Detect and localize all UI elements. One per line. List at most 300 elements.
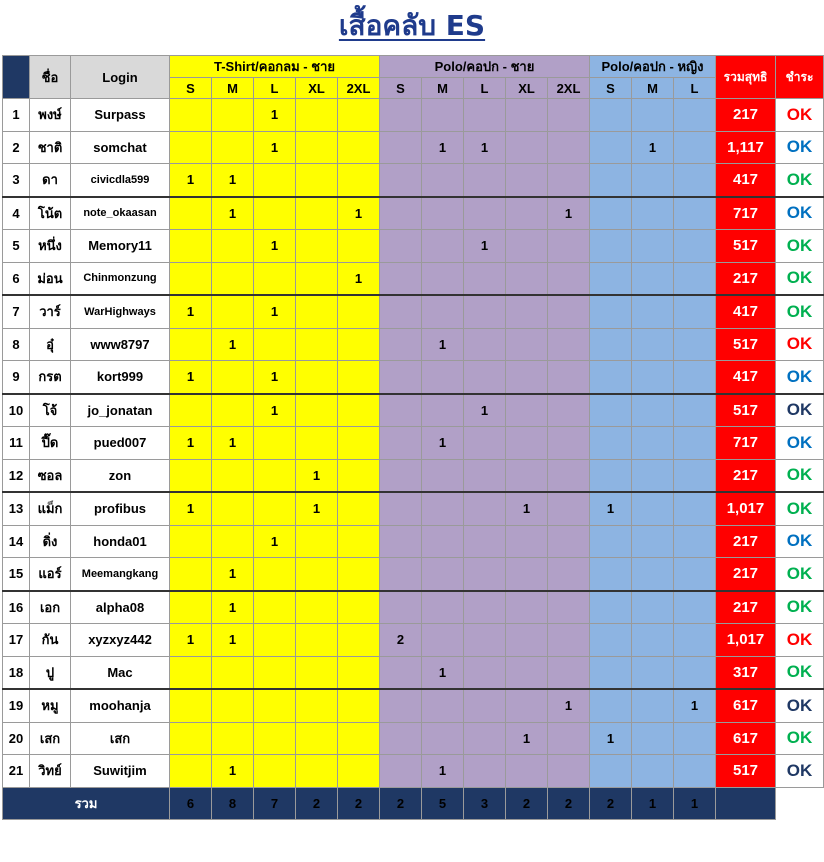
member-name: ปู <box>30 656 71 689</box>
polo-men-xl-qty: 1 <box>506 722 548 755</box>
tshirt-xl-qty <box>296 164 338 197</box>
polo-women-s-qty <box>590 755 632 788</box>
member-name: พงษ์ <box>30 99 71 132</box>
member-name: ดิ่ง <box>30 525 71 558</box>
total-polo-women-s: 2 <box>590 787 632 819</box>
polo-men-l-qty: 1 <box>464 230 506 263</box>
polo-women-m-qty <box>632 591 674 624</box>
polo-women-m-qty <box>632 656 674 689</box>
polo-women-l-qty <box>674 427 716 460</box>
order-table <box>2 55 824 820</box>
polo-men-xl-qty <box>506 689 548 722</box>
polo-men-s-qty <box>380 131 422 164</box>
polo-men-xl-qty <box>506 230 548 263</box>
member-name: วิทย์ <box>30 755 71 788</box>
member-login: Meemangkang <box>71 558 170 591</box>
tshirt-2xl-qty <box>338 558 380 591</box>
member-login: profibus <box>71 492 170 525</box>
polo-men-2xl-qty <box>548 394 590 427</box>
tshirt-s-qty <box>170 99 212 132</box>
tshirt-m-qty: 1 <box>212 591 254 624</box>
polo-men-2xl-qty <box>548 230 590 263</box>
polo-women-m-qty <box>632 492 674 525</box>
tshirt-m-qty <box>212 492 254 525</box>
polo-men-l-qty: 1 <box>464 394 506 427</box>
header-login: Login <box>71 56 170 99</box>
row-total: 217 <box>716 525 776 558</box>
polo-men-2xl-qty <box>548 164 590 197</box>
tshirt-l-qty <box>254 328 296 361</box>
polo-women-s-qty <box>590 394 632 427</box>
member-name: แม็ก <box>30 492 71 525</box>
tshirt-xl-qty <box>296 197 338 230</box>
tshirt-2xl-qty <box>338 624 380 657</box>
polo-men-l-qty <box>464 656 506 689</box>
total-pay-blank <box>776 787 824 819</box>
polo-men-l-qty <box>464 755 506 788</box>
tshirt-m-qty <box>212 722 254 755</box>
header-index-cell <box>3 56 30 99</box>
polo-women-s-qty <box>590 164 632 197</box>
total-sum-blank <box>716 787 776 819</box>
payment-status: OK <box>776 230 824 263</box>
tshirt-2xl-qty <box>338 525 380 558</box>
row-total: 417 <box>716 295 776 328</box>
polo-men-xl-qty <box>506 262 548 295</box>
table-row <box>3 722 824 755</box>
polo-men-s-qty <box>380 295 422 328</box>
polo-women-s-qty <box>590 230 632 263</box>
tshirt-2xl-qty <box>338 361 380 394</box>
member-login: somchat <box>71 131 170 164</box>
table-row <box>3 262 824 295</box>
polo-women-l-qty <box>674 361 716 394</box>
polo-women-s-qty <box>590 525 632 558</box>
polo-men-l-qty <box>464 295 506 328</box>
polo-men-xl-qty <box>506 459 548 492</box>
payment-status: OK <box>776 262 824 295</box>
polo-men-l-qty <box>464 492 506 525</box>
row-total: 317 <box>716 656 776 689</box>
row-number: 11 <box>3 427 30 460</box>
tshirt-m-qty: 1 <box>212 427 254 460</box>
header-total: รวมสุทธิ <box>716 56 776 99</box>
member-login: civicdla599 <box>71 164 170 197</box>
polo-men-s-qty <box>380 427 422 460</box>
tshirt-xl-qty <box>296 230 338 263</box>
tshirt-xl-qty <box>296 427 338 460</box>
polo-men-xl-qty <box>506 558 548 591</box>
tshirt-m-qty: 1 <box>212 558 254 591</box>
tshirt-xl-qty <box>296 295 338 328</box>
polo-women-s-qty <box>590 361 632 394</box>
tshirt-xl-qty <box>296 394 338 427</box>
row-number: 15 <box>3 558 30 591</box>
row-total: 217 <box>716 558 776 591</box>
member-name: หนึ่ง <box>30 230 71 263</box>
tshirt-2xl-qty <box>338 394 380 427</box>
polo-men-xl-qty <box>506 656 548 689</box>
polo-women-m-qty <box>632 262 674 295</box>
size-header-tshirt-2xl: 2XL <box>338 78 380 99</box>
tshirt-m-qty: 1 <box>212 328 254 361</box>
tshirt-s-qty: 1 <box>170 295 212 328</box>
polo-men-m-qty: 1 <box>422 328 464 361</box>
tshirt-s-qty: 1 <box>170 427 212 460</box>
tshirt-s-qty <box>170 328 212 361</box>
payment-status: OK <box>776 295 824 328</box>
member-name: ชาติ <box>30 131 71 164</box>
size-header-polo-men-xl: XL <box>506 78 548 99</box>
payment-status: OK <box>776 459 824 492</box>
total-polo-women-m: 1 <box>632 787 674 819</box>
tshirt-xl-qty <box>296 591 338 624</box>
tshirt-s-qty <box>170 131 212 164</box>
row-number: 8 <box>3 328 30 361</box>
member-name: ซอล <box>30 459 71 492</box>
polo-women-s-qty <box>590 295 632 328</box>
polo-men-m-qty <box>422 295 464 328</box>
tshirt-l-qty: 1 <box>254 525 296 558</box>
polo-men-xl-qty: 1 <box>506 492 548 525</box>
tshirt-xl-qty <box>296 722 338 755</box>
tshirt-l-qty <box>254 591 296 624</box>
polo-men-2xl-qty <box>548 99 590 132</box>
member-login: Mac <box>71 656 170 689</box>
size-header-tshirt-l: L <box>254 78 296 99</box>
table-row <box>3 525 824 558</box>
polo-men-s-qty <box>380 197 422 230</box>
tshirt-l-qty: 1 <box>254 361 296 394</box>
polo-women-s-qty <box>590 262 632 295</box>
payment-status: OK <box>776 624 824 657</box>
table-row <box>3 427 824 460</box>
polo-men-l-qty <box>464 361 506 394</box>
table-row <box>3 624 824 657</box>
member-login: Chinmonzung <box>71 262 170 295</box>
tshirt-m-qty <box>212 295 254 328</box>
tshirt-2xl-qty <box>338 131 380 164</box>
tshirt-xl-qty <box>296 656 338 689</box>
member-name: ม่อน <box>30 262 71 295</box>
tshirt-l-qty <box>254 262 296 295</box>
polo-men-xl-qty <box>506 755 548 788</box>
polo-men-xl-qty <box>506 361 548 394</box>
polo-men-2xl-qty <box>548 591 590 624</box>
polo-women-m-qty <box>632 197 674 230</box>
row-total: 1,017 <box>716 624 776 657</box>
polo-women-l-qty <box>674 591 716 624</box>
member-login: www8797 <box>71 328 170 361</box>
tshirt-l-qty <box>254 624 296 657</box>
polo-men-2xl-qty: 1 <box>548 197 590 230</box>
tshirt-xl-qty <box>296 689 338 722</box>
tshirt-l-qty <box>254 689 296 722</box>
tshirt-xl-qty <box>296 99 338 132</box>
tshirt-m-qty <box>212 656 254 689</box>
polo-women-m-qty <box>632 427 674 460</box>
polo-men-l-qty <box>464 262 506 295</box>
payment-status: OK <box>776 656 824 689</box>
tshirt-2xl-qty <box>338 230 380 263</box>
polo-men-m-qty <box>422 197 464 230</box>
polo-men-s-qty: 2 <box>380 624 422 657</box>
polo-women-m-qty <box>632 394 674 427</box>
polo-men-2xl-qty <box>548 262 590 295</box>
row-number: 10 <box>3 394 30 427</box>
polo-men-xl-qty <box>506 591 548 624</box>
tshirt-l-qty <box>254 755 296 788</box>
polo-men-s-qty <box>380 459 422 492</box>
total-polo-men-s: 2 <box>380 787 422 819</box>
polo-men-m-qty: 1 <box>422 755 464 788</box>
tshirt-xl-qty <box>296 525 338 558</box>
polo-men-l-qty <box>464 558 506 591</box>
table-row <box>3 459 824 492</box>
polo-women-s-qty <box>590 459 632 492</box>
polo-men-m-qty <box>422 689 464 722</box>
row-total: 217 <box>716 591 776 624</box>
polo-women-m-qty <box>632 558 674 591</box>
polo-women-m-qty <box>632 295 674 328</box>
size-header-polo-women-l: L <box>674 78 716 99</box>
payment-status: OK <box>776 99 824 132</box>
size-header-tshirt-m: M <box>212 78 254 99</box>
tshirt-m-qty: 1 <box>212 197 254 230</box>
polo-men-2xl-qty <box>548 525 590 558</box>
payment-status: OK <box>776 492 824 525</box>
row-number: 16 <box>3 591 30 624</box>
size-header-polo-men-m: M <box>422 78 464 99</box>
polo-men-l-qty <box>464 459 506 492</box>
payment-status: OK <box>776 427 824 460</box>
polo-men-xl-qty <box>506 164 548 197</box>
tshirt-l-qty: 1 <box>254 295 296 328</box>
payment-status: OK <box>776 755 824 788</box>
row-total: 217 <box>716 459 776 492</box>
member-name: แอร์ <box>30 558 71 591</box>
size-header-polo-men-s: S <box>380 78 422 99</box>
polo-women-l-qty <box>674 230 716 263</box>
header-polo-men-group: Polo/คอปก - ชาย <box>380 56 590 78</box>
tshirt-s-qty <box>170 689 212 722</box>
polo-men-s-qty <box>380 262 422 295</box>
payment-status: OK <box>776 591 824 624</box>
tshirt-s-qty <box>170 722 212 755</box>
tshirt-m-qty: 1 <box>212 624 254 657</box>
table-row <box>3 164 824 197</box>
polo-women-l-qty <box>674 131 716 164</box>
polo-women-m-qty: 1 <box>632 131 674 164</box>
polo-men-s-qty <box>380 394 422 427</box>
polo-men-s-qty <box>380 722 422 755</box>
member-name: โจ้ <box>30 394 71 427</box>
polo-men-2xl-qty <box>548 361 590 394</box>
polo-men-m-qty: 1 <box>422 427 464 460</box>
polo-men-l-qty <box>464 427 506 460</box>
member-login: WarHighways <box>71 295 170 328</box>
table-row <box>3 361 824 394</box>
polo-men-2xl-qty <box>548 131 590 164</box>
polo-women-s-qty <box>590 197 632 230</box>
polo-men-l-qty <box>464 689 506 722</box>
tshirt-l-qty: 1 <box>254 394 296 427</box>
polo-men-l-qty <box>464 624 506 657</box>
table-row <box>3 492 824 525</box>
tshirt-2xl-qty <box>338 755 380 788</box>
polo-women-l-qty <box>674 295 716 328</box>
total-tshirt-m: 8 <box>212 787 254 819</box>
polo-women-s-qty <box>590 427 632 460</box>
tshirt-2xl-qty <box>338 459 380 492</box>
polo-men-m-qty <box>422 394 464 427</box>
order-rows <box>3 99 824 788</box>
polo-men-s-qty <box>380 164 422 197</box>
row-number: 14 <box>3 525 30 558</box>
tshirt-m-qty <box>212 459 254 492</box>
tshirt-2xl-qty <box>338 99 380 132</box>
polo-men-s-qty <box>380 230 422 263</box>
polo-men-xl-qty <box>506 525 548 558</box>
row-total: 517 <box>716 328 776 361</box>
polo-men-s-qty <box>380 525 422 558</box>
polo-women-s-qty <box>590 558 632 591</box>
tshirt-xl-qty <box>296 755 338 788</box>
table-row <box>3 558 824 591</box>
polo-men-2xl-qty <box>548 427 590 460</box>
table-row <box>3 656 824 689</box>
polo-women-l-qty <box>674 492 716 525</box>
header-polo-women-group: Polo/คอปก - หญิง <box>590 56 716 78</box>
tshirt-m-qty <box>212 230 254 263</box>
tshirt-m-qty <box>212 262 254 295</box>
row-number: 2 <box>3 131 30 164</box>
polo-women-m-qty <box>632 230 674 263</box>
row-total: 417 <box>716 361 776 394</box>
member-name: เสก <box>30 722 71 755</box>
row-total: 217 <box>716 99 776 132</box>
polo-men-m-qty: 1 <box>422 656 464 689</box>
tshirt-s-qty <box>170 558 212 591</box>
polo-men-xl-qty <box>506 394 548 427</box>
polo-men-2xl-qty <box>548 459 590 492</box>
polo-men-m-qty <box>422 722 464 755</box>
row-total: 617 <box>716 689 776 722</box>
tshirt-2xl-qty <box>338 164 380 197</box>
polo-women-m-qty <box>632 624 674 657</box>
polo-women-m-qty <box>632 689 674 722</box>
tshirt-l-qty: 1 <box>254 99 296 132</box>
tshirt-s-qty: 1 <box>170 361 212 394</box>
table-row <box>3 131 824 164</box>
payment-status: OK <box>776 131 824 164</box>
payment-status: OK <box>776 722 824 755</box>
member-login: alpha08 <box>71 591 170 624</box>
polo-women-s-qty <box>590 131 632 164</box>
row-total: 617 <box>716 722 776 755</box>
row-total: 417 <box>716 164 776 197</box>
tshirt-s-qty <box>170 230 212 263</box>
member-login: zon <box>71 459 170 492</box>
polo-men-2xl-qty: 1 <box>548 689 590 722</box>
member-login: เสก <box>71 722 170 755</box>
member-name: หมู <box>30 689 71 722</box>
polo-men-m-qty <box>422 624 464 657</box>
size-header-polo-men-2xl: 2XL <box>548 78 590 99</box>
tshirt-2xl-qty <box>338 689 380 722</box>
polo-men-m-qty <box>422 99 464 132</box>
member-login: Surpass <box>71 99 170 132</box>
polo-men-m-qty <box>422 492 464 525</box>
member-login: xyzxyz442 <box>71 624 170 657</box>
polo-men-s-qty <box>380 361 422 394</box>
polo-men-l-qty <box>464 591 506 624</box>
size-header-tshirt-s: S <box>170 78 212 99</box>
polo-men-2xl-qty <box>548 328 590 361</box>
tshirt-m-qty <box>212 689 254 722</box>
polo-women-s-qty: 1 <box>590 492 632 525</box>
row-number: 21 <box>3 755 30 788</box>
payment-status: OK <box>776 558 824 591</box>
size-header-polo-women-m: M <box>632 78 674 99</box>
member-login: note_okaasan <box>71 197 170 230</box>
total-polo-women-l: 1 <box>674 787 716 819</box>
polo-women-s-qty <box>590 689 632 722</box>
tshirt-l-qty <box>254 164 296 197</box>
polo-men-s-qty <box>380 328 422 361</box>
payment-status: OK <box>776 361 824 394</box>
table-row <box>3 295 824 328</box>
member-login: moohanja <box>71 689 170 722</box>
tshirt-xl-qty: 1 <box>296 492 338 525</box>
polo-men-l-qty <box>464 99 506 132</box>
tshirt-s-qty <box>170 262 212 295</box>
tshirt-s-qty: 1 <box>170 624 212 657</box>
polo-women-l-qty <box>674 164 716 197</box>
header-name: ชื่อ <box>30 56 71 99</box>
tshirt-m-qty: 1 <box>212 755 254 788</box>
member-login: honda01 <box>71 525 170 558</box>
polo-men-xl-qty <box>506 197 548 230</box>
tshirt-2xl-qty <box>338 295 380 328</box>
polo-women-m-qty <box>632 459 674 492</box>
polo-men-l-qty: 1 <box>464 131 506 164</box>
polo-men-2xl-qty <box>548 295 590 328</box>
polo-men-xl-qty <box>506 295 548 328</box>
polo-men-s-qty <box>380 591 422 624</box>
tshirt-s-qty <box>170 394 212 427</box>
table-row <box>3 591 824 624</box>
tshirt-l-qty <box>254 459 296 492</box>
size-header-polo-men-l: L <box>464 78 506 99</box>
table-row <box>3 394 824 427</box>
page-title: เสื้อคลับ ES <box>338 9 486 42</box>
member-name: กัน <box>30 624 71 657</box>
polo-men-l-qty <box>464 722 506 755</box>
polo-men-2xl-qty <box>548 624 590 657</box>
tshirt-xl-qty: 1 <box>296 459 338 492</box>
member-name: ดา <box>30 164 71 197</box>
polo-men-m-qty: 1 <box>422 131 464 164</box>
tshirt-xl-qty <box>296 361 338 394</box>
tshirt-xl-qty <box>296 262 338 295</box>
tshirt-s-qty <box>170 197 212 230</box>
polo-men-2xl-qty <box>548 722 590 755</box>
polo-women-m-qty <box>632 99 674 132</box>
payment-status: OK <box>776 689 824 722</box>
tshirt-m-qty <box>212 361 254 394</box>
row-total: 517 <box>716 755 776 788</box>
